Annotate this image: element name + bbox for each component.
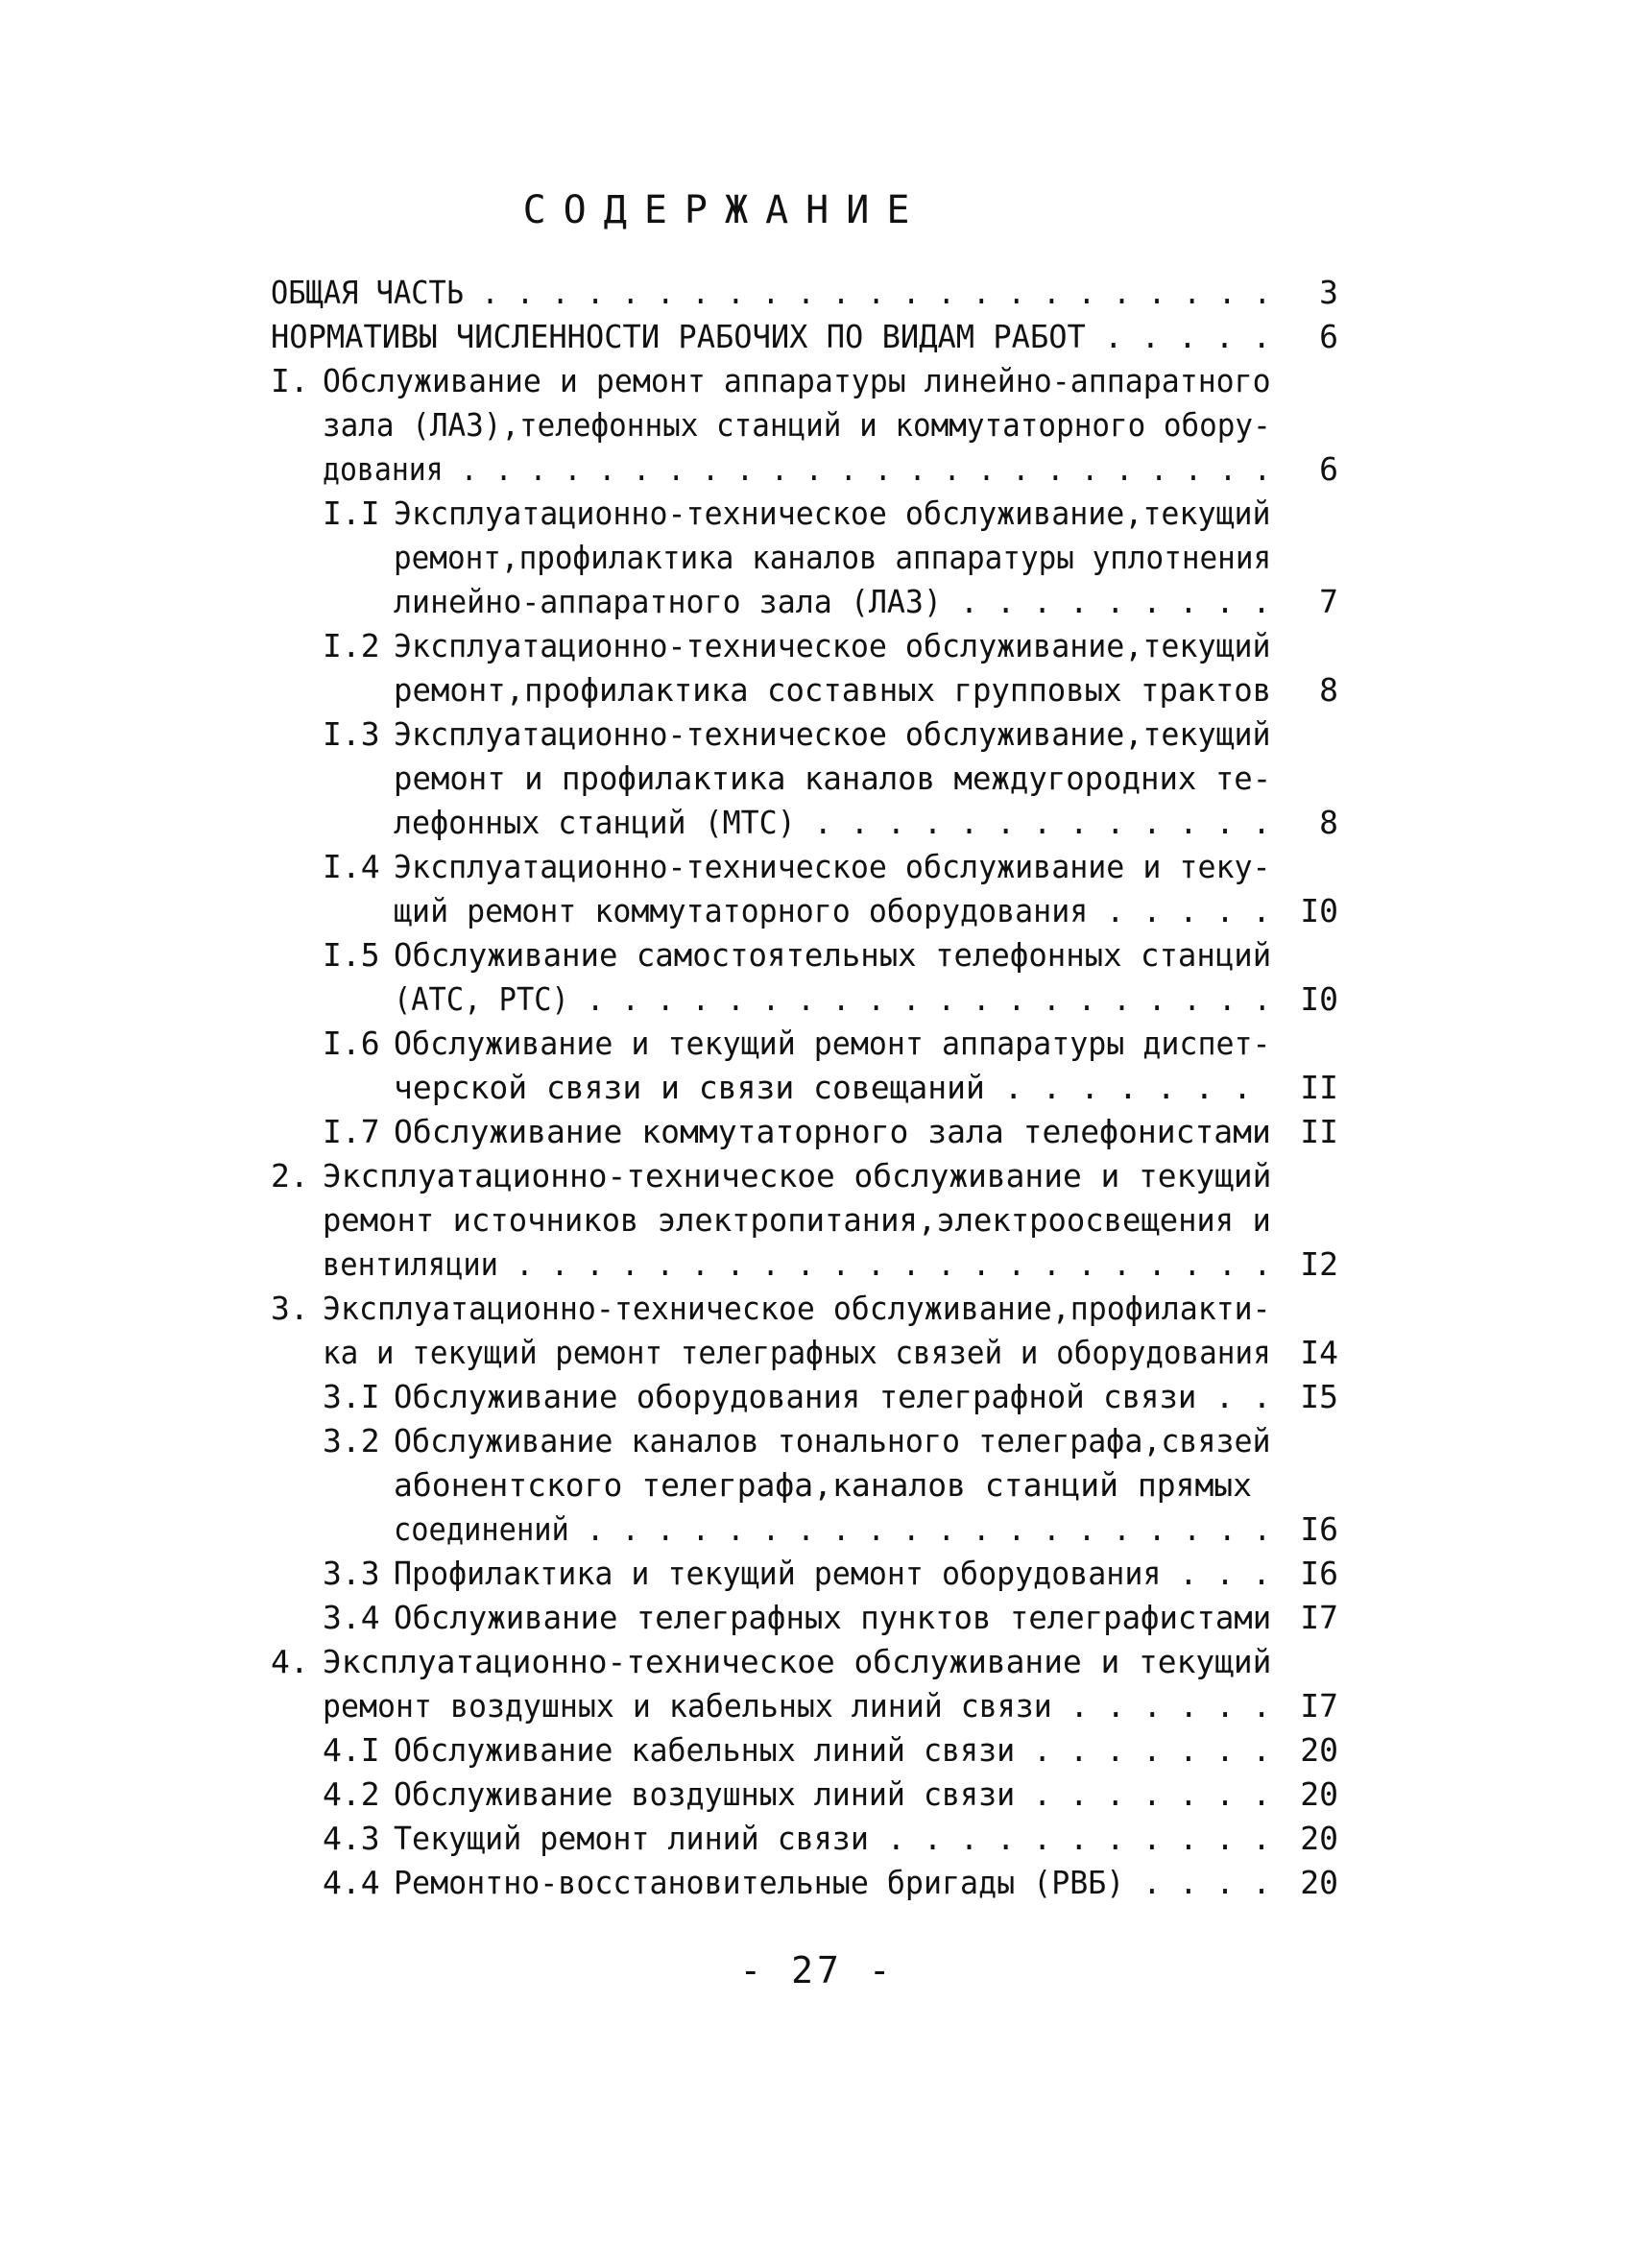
- toc-entry: [0, 359, 1634, 403]
- toc-entry: [0, 712, 1634, 757]
- toc-entry-number: 3.I: [323, 1378, 380, 1415]
- toc-entry-text: Обслуживание и ремонт аппаратуры линейно-аппаратного: [323, 362, 1271, 399]
- toc-entry: [0, 1375, 1634, 1419]
- toc-entry: [0, 668, 1634, 712]
- toc-entry-page: I7: [1300, 1599, 1338, 1636]
- toc-entry-text: лефонных станций (МТС) . . . . . . . . . . . . .: [394, 804, 1271, 841]
- toc-entry: [0, 492, 1634, 536]
- toc-entry-page: 8: [1319, 671, 1338, 709]
- toc-entry-number: 4.I: [323, 1731, 380, 1769]
- toc-entry: [0, 1243, 1634, 1287]
- toc-entry-text: щий ремонт коммутаторного оборудования . . . . .: [394, 892, 1271, 929]
- toc-entry-text: Текущий ремонт линий связи . . . . . . . . . . .: [394, 1820, 1271, 1857]
- toc-entry-number: 4.4: [323, 1864, 380, 1901]
- toc-entry-text: ремонт источников электропитания,электроосвещения и: [323, 1201, 1271, 1239]
- toc-entry-number: I.3: [323, 715, 380, 753]
- toc-entry: [0, 1552, 1634, 1596]
- toc-entry-number: I.2: [323, 627, 380, 664]
- toc-entry-text: Эксплуатационно-техническое обслуживание и текущий: [323, 1643, 1272, 1680]
- toc-entry: [0, 801, 1634, 845]
- toc-entry-text: зала (ЛАЗ),телефонных станций и коммутаторного обору-: [323, 406, 1271, 444]
- toc-entry-page: 7: [1319, 583, 1338, 620]
- toc-entry-text: Обслуживание кабельных линий связи . . . . . . .: [394, 1731, 1271, 1769]
- toc-entry: [0, 1198, 1634, 1243]
- toc-entry-text: Обслуживание телеграфных пунктов телеграфистами: [394, 1599, 1272, 1636]
- toc-entry-text: вентиляции . . . . . . . . . . . . . . . . . . . . . .: [323, 1245, 1272, 1283]
- toc-entry-text: Ремонтно-восстановительные бригады (РВБ) . . . .: [394, 1864, 1271, 1901]
- toc-entry-page: II: [1300, 1113, 1338, 1150]
- toc-entry-page: I7: [1300, 1687, 1338, 1725]
- toc-entry: [0, 1154, 1634, 1198]
- toc-entry: [0, 1728, 1634, 1773]
- toc-entry-text: Эксплуатационно-техническое обслуживание,профилакти-: [323, 1290, 1271, 1327]
- toc-entry-text: Обслуживание каналов тонального телеграфа,связей: [394, 1422, 1271, 1460]
- toc-entry-text: ремонт,профилактика каналов аппаратуры уплотнения: [394, 539, 1272, 576]
- page-number: - 27 -: [739, 1949, 895, 1991]
- toc-entry: [0, 1596, 1634, 1640]
- toc-entry-page: I4: [1300, 1334, 1338, 1371]
- toc-entry-page: 20: [1300, 1731, 1338, 1769]
- toc-entry: [0, 1508, 1634, 1552]
- toc-entry-page: 6: [1319, 318, 1338, 355]
- toc-entry-text: Обслуживание оборудования телеграфной связи . .: [394, 1378, 1272, 1415]
- toc-entry-number: 3.4: [323, 1599, 380, 1636]
- toc-entry: [0, 1463, 1634, 1508]
- toc-entry-number: I.: [271, 362, 309, 399]
- toc-entry-page: 8: [1319, 804, 1338, 841]
- toc-entry: [0, 1022, 1634, 1066]
- page-title: СОДЕРЖАНИЕ: [522, 188, 927, 232]
- toc-entry: [0, 757, 1634, 801]
- toc-entry-text: Обслуживание и текущий ремонт аппаратуры диспет-: [394, 1025, 1271, 1062]
- toc-entry-number: 4.: [271, 1643, 309, 1680]
- toc-entry-page: I0: [1300, 980, 1338, 1018]
- toc-entry: [0, 447, 1634, 492]
- toc-entry-text: Обслуживание коммутаторного зала телефонистами: [394, 1113, 1271, 1150]
- toc-entry-number: 3.3: [323, 1555, 380, 1592]
- toc-entry-page: 20: [1300, 1864, 1338, 1901]
- toc-entry: [0, 889, 1634, 933]
- toc-entry: [0, 1640, 1634, 1684]
- toc-entry-text: абонентского телеграфа,каналов станций прямых: [394, 1466, 1253, 1504]
- toc-entry-number: I.I: [323, 495, 380, 532]
- toc-entry-text: ремонт воздушных и кабельных линий связи . . . . . .: [323, 1687, 1271, 1725]
- toc-entry-page: 6: [1319, 450, 1338, 488]
- toc-entry: [0, 624, 1634, 668]
- toc-entry: [0, 1066, 1634, 1110]
- toc-entry-number: I.6: [323, 1025, 380, 1062]
- toc-entry-page: I5: [1300, 1378, 1338, 1415]
- toc-entry-text: НОРМАТИВЫ ЧИСЛЕННОСТИ РАБОЧИХ ПО ВИДАМ РАБОТ . . . . .: [271, 318, 1271, 355]
- toc-entry-number: 4.3: [323, 1820, 380, 1857]
- toc-entry-number: 2.: [271, 1157, 309, 1194]
- toc-entry-page: I2: [1300, 1245, 1338, 1283]
- toc-entry: [0, 933, 1634, 977]
- toc-entry-text: Эксплуатационно-техническое обслуживание,текущий: [394, 627, 1271, 664]
- toc-entry-text: ремонт и профилактика каналов междугородних те-: [394, 760, 1272, 797]
- toc-entry: [0, 1287, 1634, 1331]
- toc-entry: [0, 403, 1634, 447]
- toc-entry-text: ка и текущий ремонт телеграфных связей и оборудования: [323, 1334, 1271, 1371]
- toc-entry: [0, 1861, 1634, 1905]
- page-number-footer: [0, 1949, 1634, 1991]
- toc-entry-text: черской связи и связи совещаний . . . . . . .: [394, 1069, 1253, 1106]
- toc-entry: [0, 580, 1634, 624]
- toc-entry-text: Обслуживание самостоятельных телефонных станций: [394, 936, 1272, 974]
- toc-entry: [0, 1419, 1634, 1463]
- toc-entry-page: I6: [1300, 1510, 1338, 1548]
- toc-entry-number: 3.2: [323, 1422, 380, 1460]
- toc-entry-text: Эксплуатационно-техническое обслуживание,текущий: [394, 715, 1271, 753]
- toc-entry-text: Эксплуатационно-техническое обслуживание и текущий: [323, 1157, 1272, 1194]
- toc-entry-text: Эксплуатационно-техническое обслуживание,текущий: [394, 495, 1271, 532]
- toc-entry: [0, 1817, 1634, 1861]
- toc-entry-text: Эксплуатационно-техническое обслуживание и теку-: [394, 848, 1271, 885]
- toc-entry-text: Обслуживание воздушных линий связи . . . . . . .: [394, 1775, 1271, 1813]
- toc-entry-page: 20: [1300, 1820, 1338, 1857]
- toc-entry-number: I.7: [323, 1113, 380, 1150]
- toc-entry: [0, 315, 1634, 359]
- toc-entry-page: I0: [1300, 892, 1338, 929]
- toc-entry-text: ОБЩАЯ ЧАСТЬ . . . . . . . . . . . . . . . . . . . . . . .: [271, 274, 1271, 311]
- toc-entry-number: I.4: [323, 848, 380, 885]
- toc-entry-page: I6: [1300, 1555, 1338, 1592]
- toc-entry-text: дования . . . . . . . . . . . . . . . . . . . . . . . .: [323, 450, 1271, 488]
- toc-entry-number: I.5: [323, 936, 380, 974]
- toc-entry-page: II: [1300, 1069, 1338, 1106]
- toc-entry-text: ремонт,профилактика составных групповых трактов: [394, 671, 1272, 709]
- toc-entry-number: 3.: [271, 1290, 309, 1327]
- toc-entry-text: линейно-аппаратного зала (ЛАЗ) . . . . . . . . .: [394, 583, 1271, 620]
- toc-entry: [0, 1331, 1634, 1375]
- toc-entry: [0, 845, 1634, 889]
- toc-entry-page: 20: [1300, 1775, 1338, 1813]
- toc-entry-number: 4.2: [323, 1775, 380, 1813]
- toc-entry: [0, 977, 1634, 1022]
- toc-entry-text: соединений . . . . . . . . . . . . . . . . . . . .: [394, 1510, 1271, 1548]
- toc-entry: [0, 1684, 1634, 1728]
- toc-entry: [0, 536, 1634, 580]
- toc-entry-text: (АТС, РТС) . . . . . . . . . . . . . . . . . . . .: [394, 980, 1271, 1018]
- toc-entry: [0, 1773, 1634, 1817]
- toc-entry: [0, 1110, 1634, 1154]
- toc-entry: [0, 271, 1634, 315]
- toc-entry-page: 3: [1319, 274, 1338, 311]
- toc-entry-text: Профилактика и текущий ремонт оборудования . . .: [394, 1555, 1271, 1592]
